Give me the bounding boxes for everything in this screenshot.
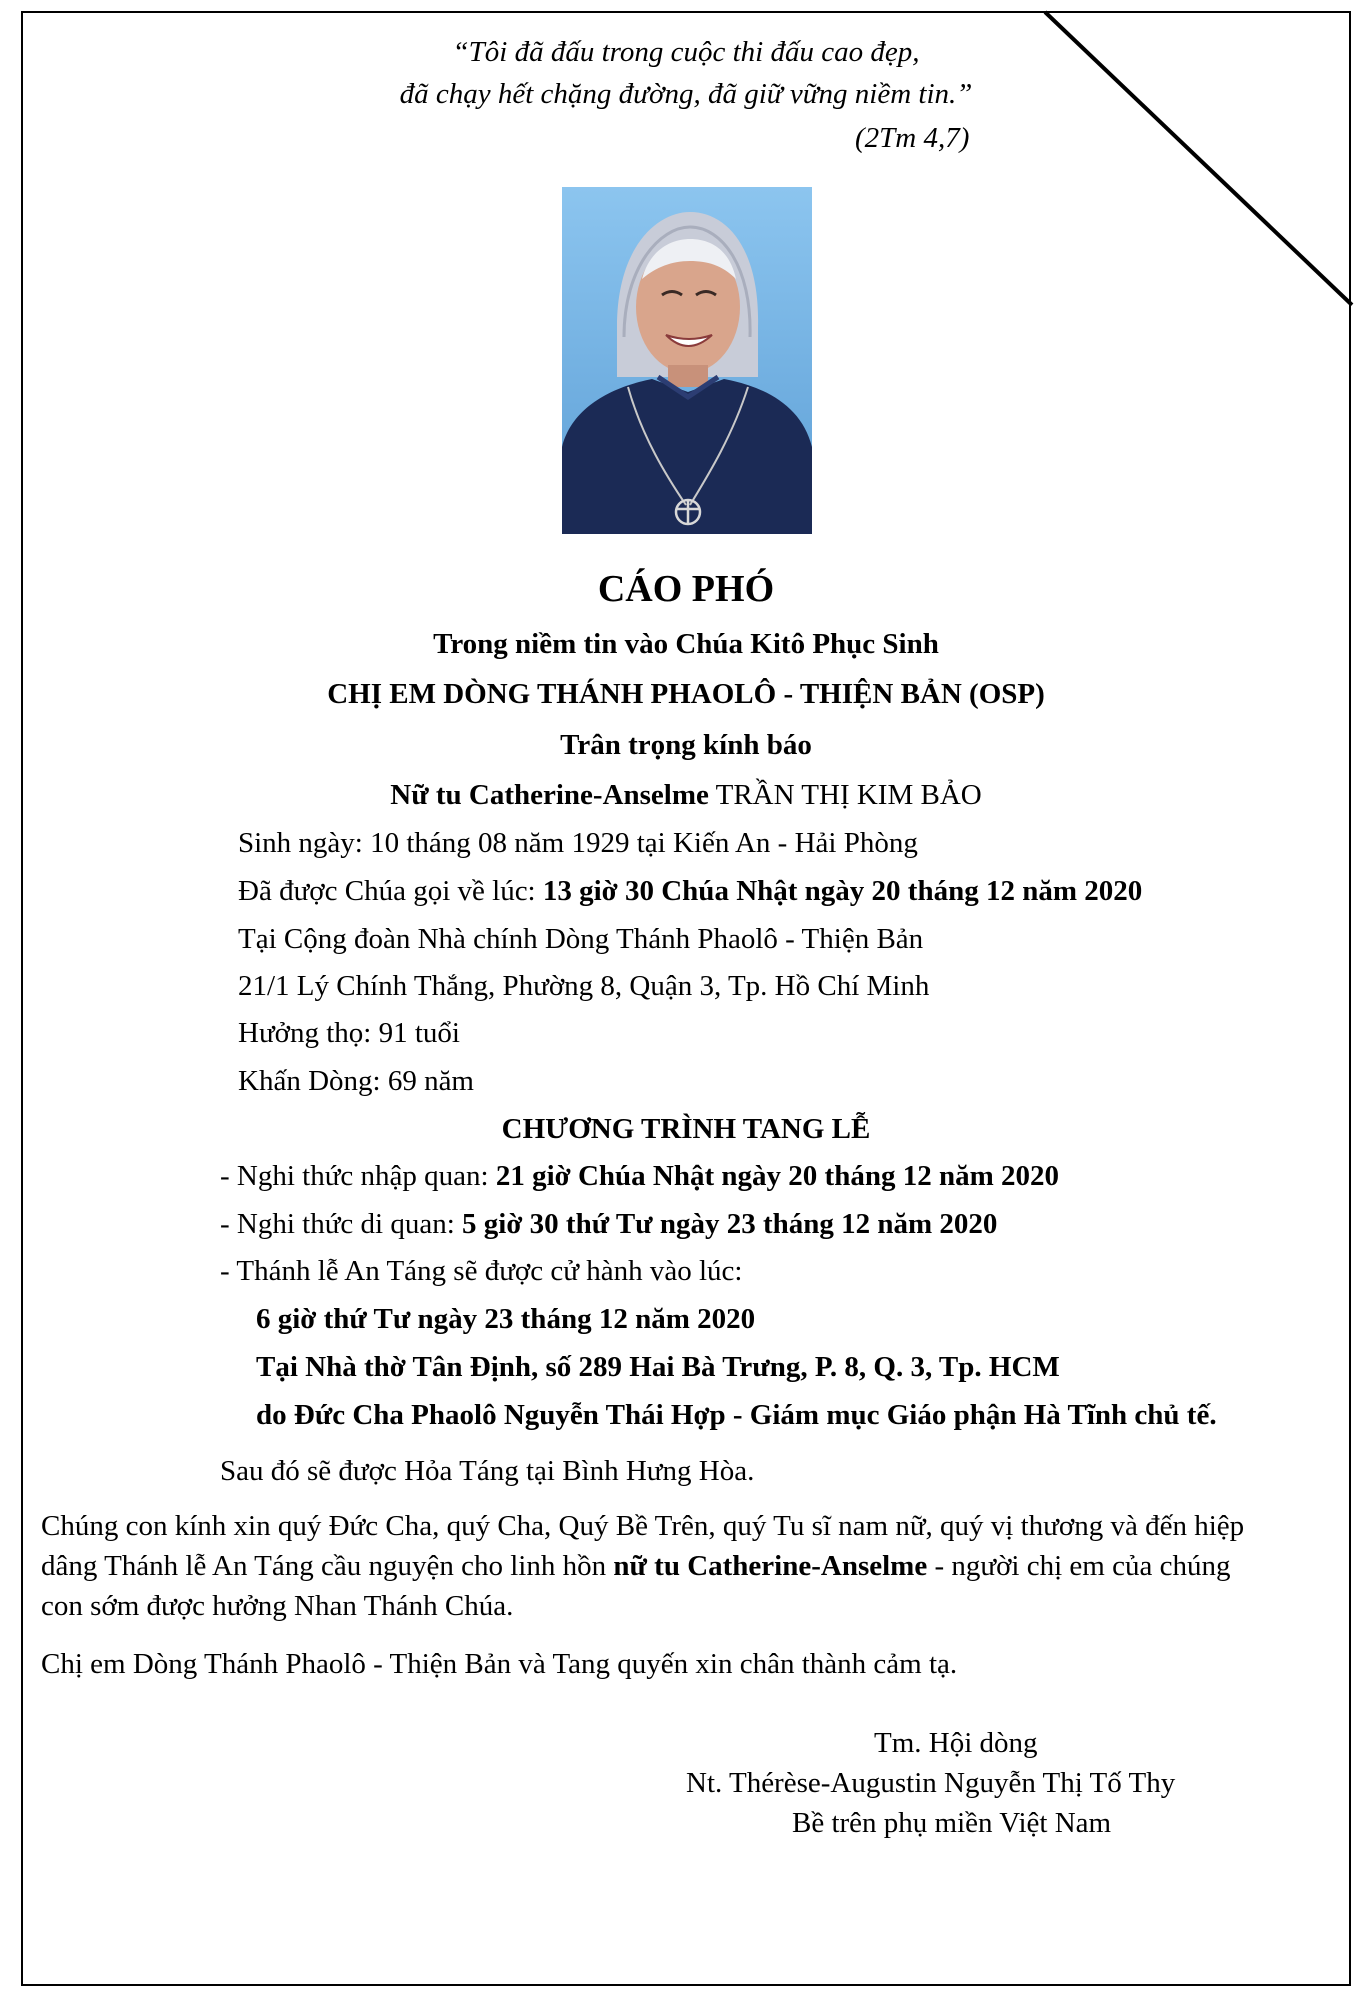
program-item-transfer bbox=[220, 1208, 997, 1241]
epigraph-line-1: “Tôi đã đấu trong cuộc thi đấu cao đẹp, bbox=[452, 36, 920, 68]
program-item-transfer-value: 5 giờ 30 thứ Tư ngày 23 tháng 12 năm 2020 bbox=[462, 1208, 998, 1240]
page-title: CÁO PHÓ bbox=[597, 568, 775, 610]
header-line-announce: Trân trọng kính báo bbox=[560, 729, 812, 761]
signature-line-1: Tm. Hội dòng bbox=[874, 1727, 1038, 1759]
closing-text-c: - người chị em của chúng bbox=[927, 1550, 1231, 1582]
closing-paragraph-line-2 bbox=[41, 1550, 1230, 1583]
program-item-coffin-label: - Nghi thức nhập quan: bbox=[220, 1160, 489, 1192]
deceased-name bbox=[0, 779, 1372, 812]
program-item-mass-time: 6 giờ thứ Tư ngày 23 tháng 12 năm 2020 bbox=[256, 1303, 756, 1335]
program-item-coffin-value: 21 giờ Chúa Nhật ngày 20 tháng 12 năm 2020 bbox=[495, 1160, 1059, 1192]
death-value: 13 giờ 30 Chúa Nhật ngày 20 tháng 12 năm 2020 bbox=[542, 875, 1143, 907]
address-info: 21/1 Lý Chính Thắng, Phường 8, Quận 3, Tp. Hồ Chí Minh bbox=[238, 970, 930, 1002]
program-item-transfer-label: - Nghi thức di quan: bbox=[220, 1208, 455, 1240]
vows-info: Khấn Dòng: 69 năm bbox=[238, 1065, 474, 1097]
epigraph-line-2: đã chạy hết chặng đường, đã giữ vững niềm tin.” bbox=[399, 78, 973, 110]
place-info: Tại Cộng đoàn Nhà chính Dòng Thánh Phaolô - Thiện Bản bbox=[238, 923, 924, 955]
portrait-photo bbox=[562, 187, 812, 534]
closing-thanks: Chị em Dòng Thánh Phaolô - Thiện Bản và Tang quyến xin chân thành cảm tạ. bbox=[41, 1648, 958, 1680]
closing-text-a: dâng Thánh lễ An Táng cầu nguyện cho linh hồn bbox=[41, 1550, 614, 1582]
program-item-coffin bbox=[220, 1160, 1059, 1193]
cremation-info: Sau đó sẽ được Hỏa Táng tại Bình Hưng Hòa. bbox=[220, 1455, 755, 1487]
death-label: Đã được Chúa gọi về lúc: bbox=[238, 875, 536, 907]
program-title: CHƯƠNG TRÌNH TANG LỄ bbox=[501, 1113, 871, 1145]
birth-info: Sinh ngày: 10 tháng 08 năm 1929 tại Kiến An - Hải Phòng bbox=[238, 827, 918, 859]
program-item-mass-celebrant: do Đức Cha Phaolô Nguyễn Thái Hợp - Giám mục Giáo phận Hà Tĩnh chủ tế. bbox=[256, 1399, 1217, 1431]
signature-line-3: Bề trên phụ miền Việt Nam bbox=[792, 1807, 1112, 1839]
header-line-faith: Trong niềm tin vào Chúa Kitô Phục Sinh bbox=[433, 628, 939, 660]
deceased-name-prefix: Nữ tu Catherine-Anselme bbox=[390, 779, 709, 811]
age-info: Hưởng thọ: 91 tuổi bbox=[238, 1017, 460, 1049]
program-item-mass-label: - Thánh lễ An Táng sẽ được cử hành vào lúc: bbox=[220, 1255, 743, 1287]
closing-paragraph-line-1: Chúng con kính xin quý Đức Cha, quý Cha, Quý Bề Trên, quý Tu sĩ nam nữ, quý vị thương và đến hiệp bbox=[41, 1510, 1245, 1542]
closing-name-bold: nữ tu Catherine-Anselme bbox=[613, 1550, 928, 1582]
deceased-name-main: TRẦN THỊ KIM BẢO bbox=[715, 779, 982, 811]
header-line-congregation: CHỊ EM DÒNG THÁNH PHAOLÔ - THIỆN BẢN (OSP) bbox=[327, 678, 1045, 710]
signature-line-2: Nt. Thérèse-Augustin Nguyễn Thị Tố Thy bbox=[686, 1767, 1176, 1799]
program-item-mass-place: Tại Nhà thờ Tân Định, số 289 Hai Bà Trưng, P. 8, Q. 3, Tp. HCM bbox=[256, 1351, 1060, 1383]
closing-paragraph-line-3: con sớm được hưởng Nhan Thánh Chúa. bbox=[41, 1590, 514, 1622]
death-info bbox=[238, 875, 1142, 908]
epigraph-reference: (2Tm 4,7) bbox=[855, 122, 970, 154]
